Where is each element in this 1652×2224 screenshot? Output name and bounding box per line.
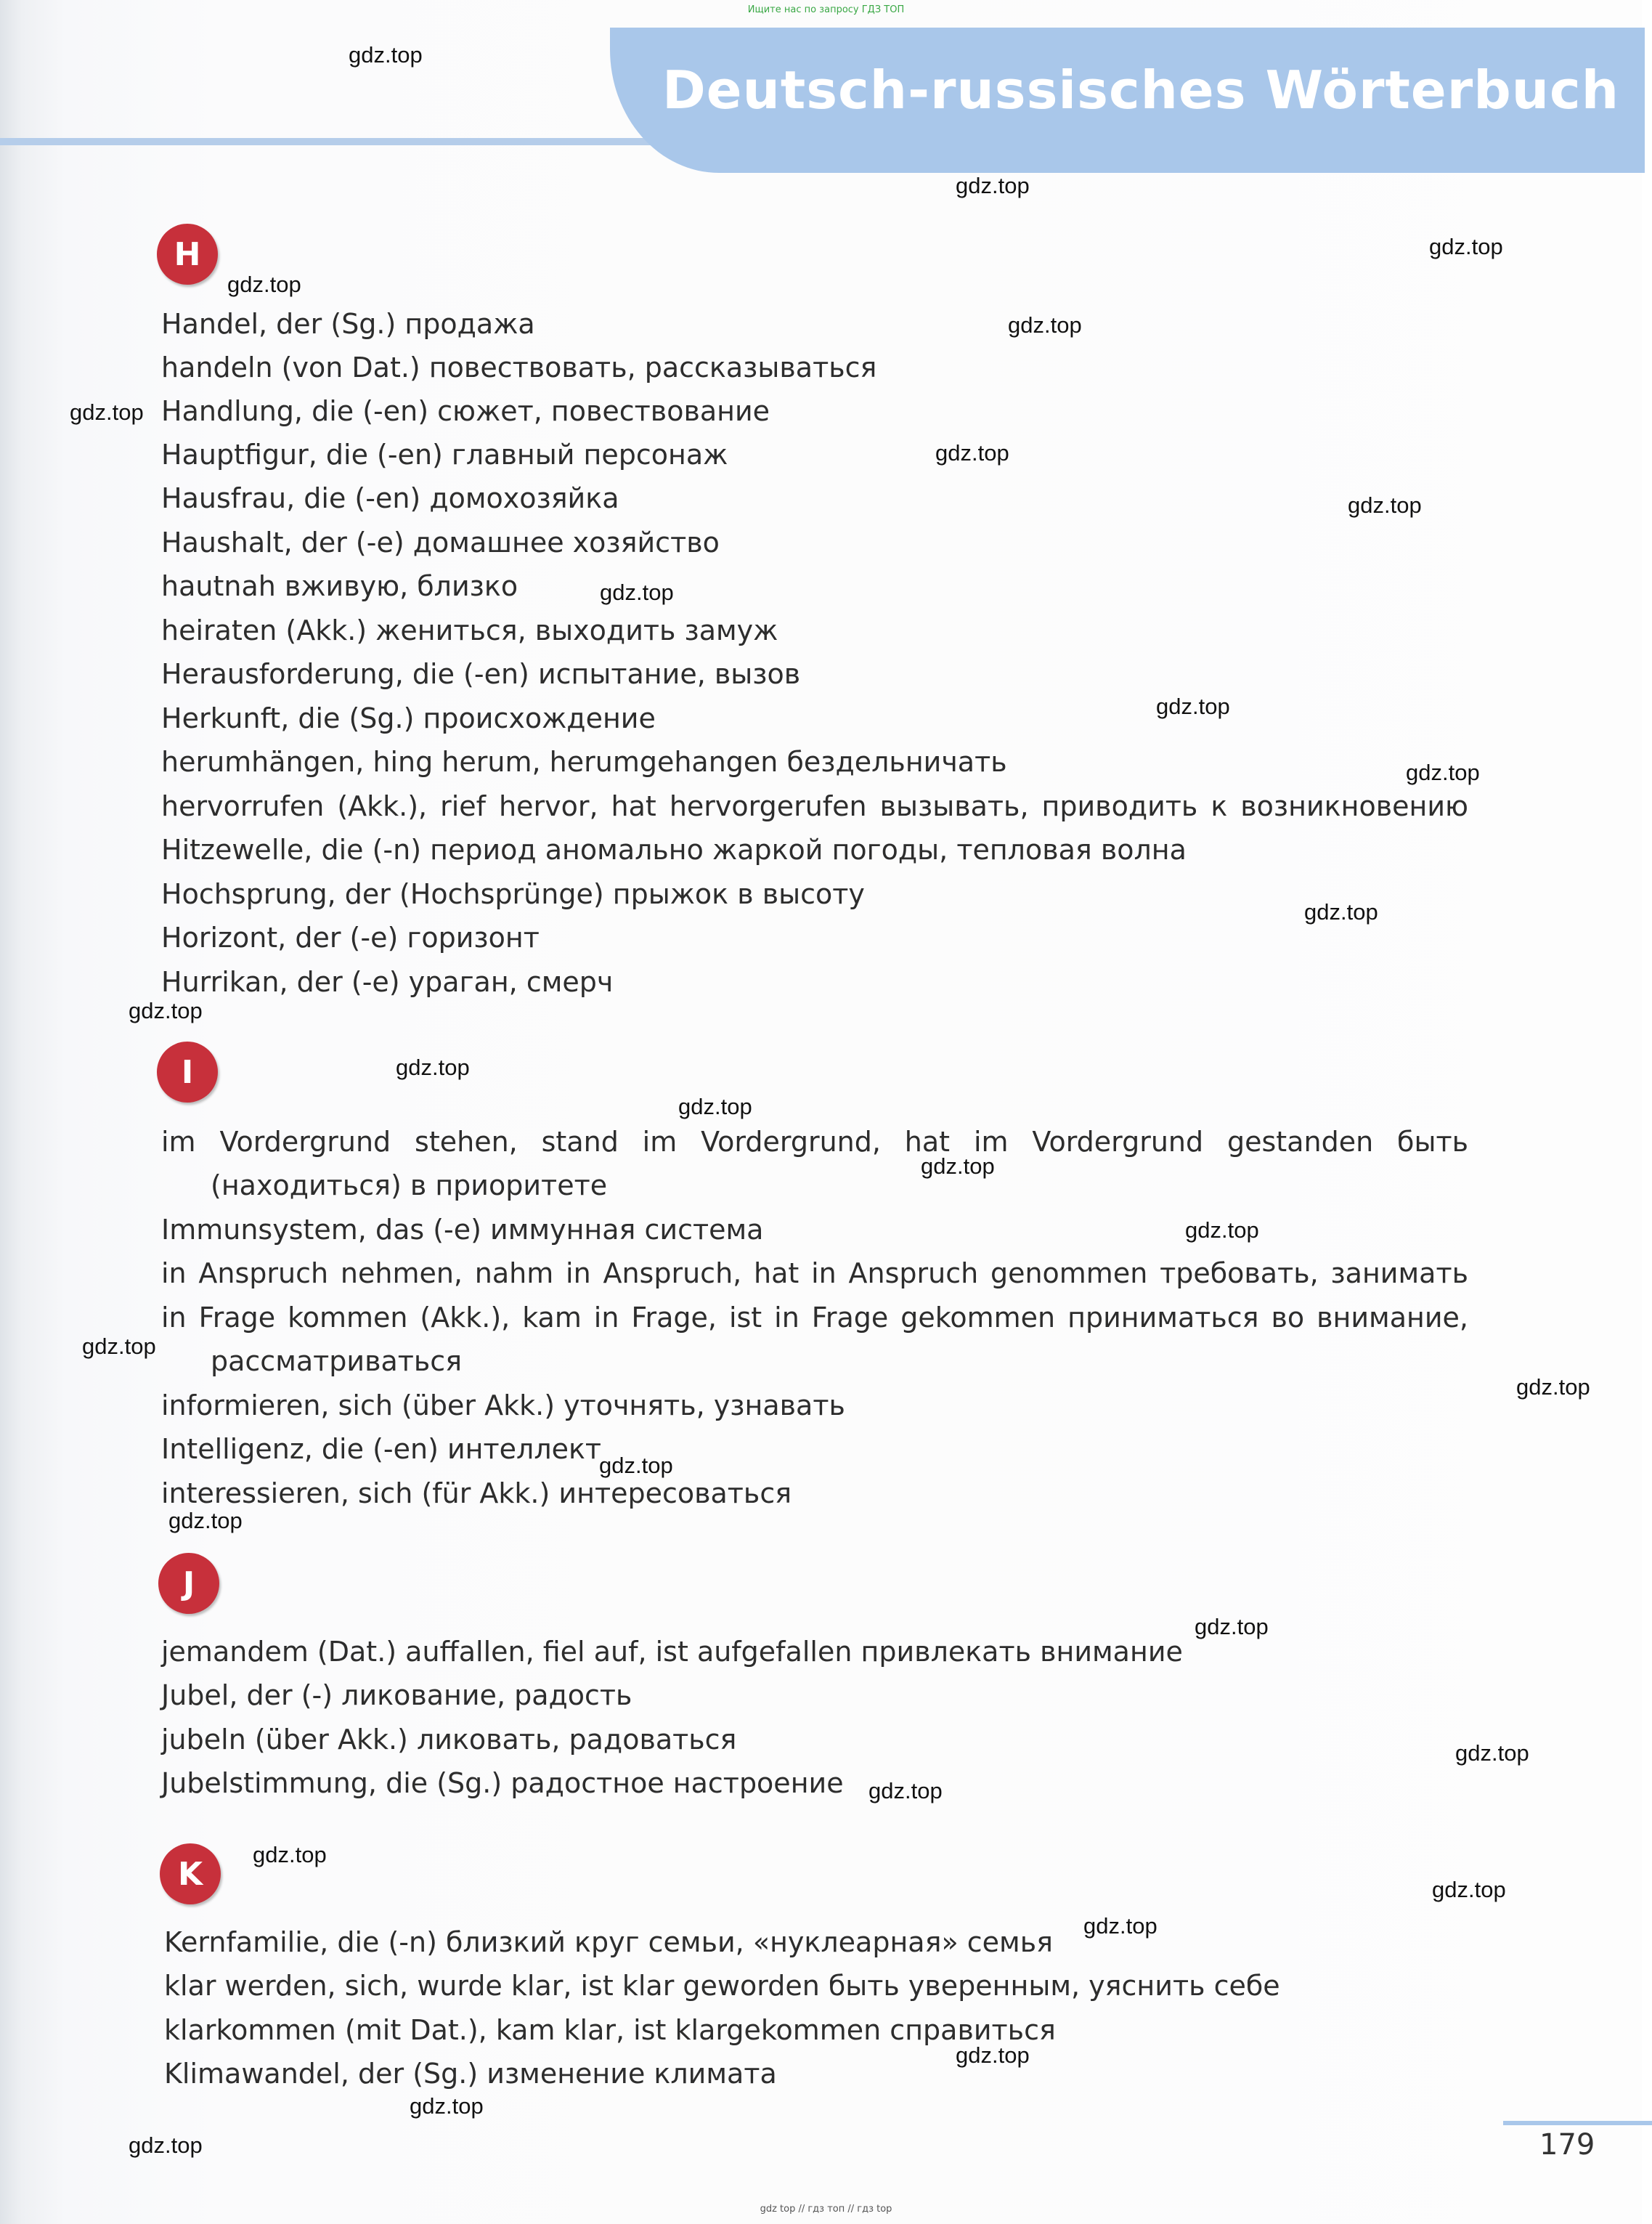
dictionary-entry: informieren, sich (über Akk.) уточнять, узнавать bbox=[161, 1389, 845, 1421]
watermark: gdz.top bbox=[70, 399, 144, 425]
watermark: gdz.top bbox=[1156, 694, 1230, 719]
dictionary-entry: Intelligenz, die (-en) интеллект bbox=[161, 1433, 602, 1465]
dictionary-entry: Jubel, der (-) ликование, радость bbox=[161, 1679, 632, 1711]
dictionary-entry: Horizont, der (-e) горизонт bbox=[161, 922, 540, 954]
dictionary-entry: Jubelstimmung, die (Sg.) радостное настроение bbox=[161, 1767, 844, 1799]
watermark: gdz.top bbox=[1429, 234, 1503, 259]
watermark: gdz.top bbox=[1195, 1614, 1269, 1639]
watermark: gdz.top bbox=[921, 1153, 995, 1179]
dictionary-entry: Handel, der (Sg.) продажа bbox=[161, 308, 535, 340]
watermark: gdz.top bbox=[1348, 492, 1422, 518]
watermark: gdz.top bbox=[935, 440, 1009, 466]
watermark: gdz.top bbox=[599, 1453, 673, 1478]
watermark: gdz.top bbox=[349, 42, 423, 68]
header-rule bbox=[0, 138, 654, 145]
watermark: gdz.top bbox=[678, 1094, 752, 1119]
page-number-rule bbox=[1503, 2121, 1652, 2125]
dictionary-entry: handeln (von Dat.) повествовать, рассказываться bbox=[161, 352, 877, 383]
dictionary-entry: jubeln (über Akk.) ликовать, радоваться bbox=[161, 1724, 737, 1756]
watermark: gdz.top bbox=[1432, 1877, 1506, 1902]
dictionary-entry: Klimawandel, der (Sg.) изменение климата bbox=[164, 2058, 777, 2090]
watermark: gdz.top bbox=[168, 1508, 243, 1533]
watermark: gdz.top bbox=[956, 173, 1030, 198]
watermark: gdz.top bbox=[1083, 1913, 1157, 1939]
watermark: gdz.top bbox=[82, 1334, 156, 1359]
section-letter-i: I bbox=[157, 1042, 218, 1103]
dictionary-entry: Kernfamilie, die (-n) близкий круг семьи, «нуклеарная» семья bbox=[164, 1926, 1053, 1958]
dictionary-entry: herumhängen, hing herum, herumgehangen бездельничать bbox=[161, 746, 1007, 778]
watermark: gdz.top bbox=[129, 2132, 203, 2158]
watermark: gdz.top bbox=[1406, 760, 1480, 785]
dictionary-entry: in Anspruch nehmen, nahm in Anspruch, hat in Anspruch genommen требовать, занимать bbox=[161, 1257, 1468, 1289]
watermark: gdz.top bbox=[227, 272, 301, 297]
dictionary-entry: Immunsystem, das (-e) иммунная система bbox=[161, 1214, 764, 1246]
dictionary-entry: Herkunft, die (Sg.) происхождение bbox=[161, 702, 656, 734]
dictionary-entry: Herausforderung, die (-en) испытание, вызов bbox=[161, 658, 801, 690]
watermark: gdz.top bbox=[410, 2093, 484, 2119]
section-letter-j: J bbox=[158, 1553, 219, 1614]
top-note: Ищите нас по запросу ГДЗ ТОП bbox=[747, 4, 905, 15]
dictionary-entry: Hochsprung, der (Hochsprünge) прыжок в высоту bbox=[161, 878, 865, 910]
watermark: gdz.top bbox=[396, 1055, 470, 1080]
dictionary-entry: Hitzewelle, die (-n) период аномально жаркой погоды, тепловая волна bbox=[161, 834, 1187, 866]
section-letter-h: H bbox=[157, 224, 218, 285]
dictionary-entry: in Frage kommen (Akk.), kam in Frage, ist in Frage gekommen приниматься во внимание, bbox=[161, 1302, 1468, 1334]
bottom-note: gdz top // гдз топ // гдз top bbox=[760, 2204, 892, 2215]
dictionary-entry-continuation: (находиться) в приоритете bbox=[211, 1169, 608, 1201]
dictionary-entry: jemandem (Dat.) auffallen, fiel auf, ist aufgefallen привлекать внимание bbox=[161, 1636, 1183, 1668]
dictionary-entry: im Vordergrund stehen, stand im Vordergrund, hat im Vordergrund gestanden быть bbox=[161, 1126, 1468, 1158]
dictionary-entry: Handlung, die (-en) сюжет, повествование bbox=[161, 395, 770, 427]
dictionary-entry: hautnah вживую, близко bbox=[161, 570, 518, 602]
watermark: gdz.top bbox=[1455, 1740, 1529, 1766]
watermark: gdz.top bbox=[1516, 1374, 1590, 1400]
dictionary-entry: klar werden, sich, wurde klar, ist klar geworden быть уверенным, уяснить себе bbox=[164, 1970, 1280, 2002]
watermark: gdz.top bbox=[1008, 312, 1082, 338]
dictionary-entry: hervorrufen (Akk.), rief hervor, hat hervorgerufen вызывать, приводить к возникновению bbox=[161, 790, 1468, 822]
watermark: gdz.top bbox=[868, 1778, 943, 1803]
watermark: gdz.top bbox=[253, 1842, 327, 1867]
watermark: gdz.top bbox=[956, 2042, 1030, 2068]
dictionary-entry-continuation: рассматриваться bbox=[211, 1345, 463, 1377]
page-number: 179 bbox=[1539, 2128, 1595, 2162]
dictionary-entry: interessieren, sich (für Akk.) интересоваться bbox=[161, 1477, 792, 1509]
watermark: gdz.top bbox=[1304, 899, 1378, 925]
page-edge bbox=[1642, 0, 1652, 2224]
watermark: gdz.top bbox=[1185, 1217, 1259, 1243]
dictionary-entry: Hausfrau, die (-en) домохозяйка bbox=[161, 482, 619, 514]
watermark: gdz.top bbox=[129, 998, 203, 1023]
page-title: Deutsch-russisches Wörterbuch bbox=[662, 60, 1619, 121]
dictionary-entry: Hurrikan, der (-e) ураган, смерч bbox=[161, 966, 614, 998]
watermark: gdz.top bbox=[600, 580, 674, 605]
dictionary-entry: heiraten (Akk.) жениться, выходить замуж bbox=[161, 614, 778, 646]
section-letter-k: K bbox=[160, 1843, 221, 1904]
dictionary-entry: Haushalt, der (-e) домашнее хозяйство bbox=[161, 527, 720, 559]
dictionary-entry: klarkommen (mit Dat.), kam klar, ist klargekommen справиться bbox=[164, 2014, 1056, 2046]
dictionary-entry: Hauptfigur, die (-en) главный персонаж bbox=[161, 439, 728, 471]
